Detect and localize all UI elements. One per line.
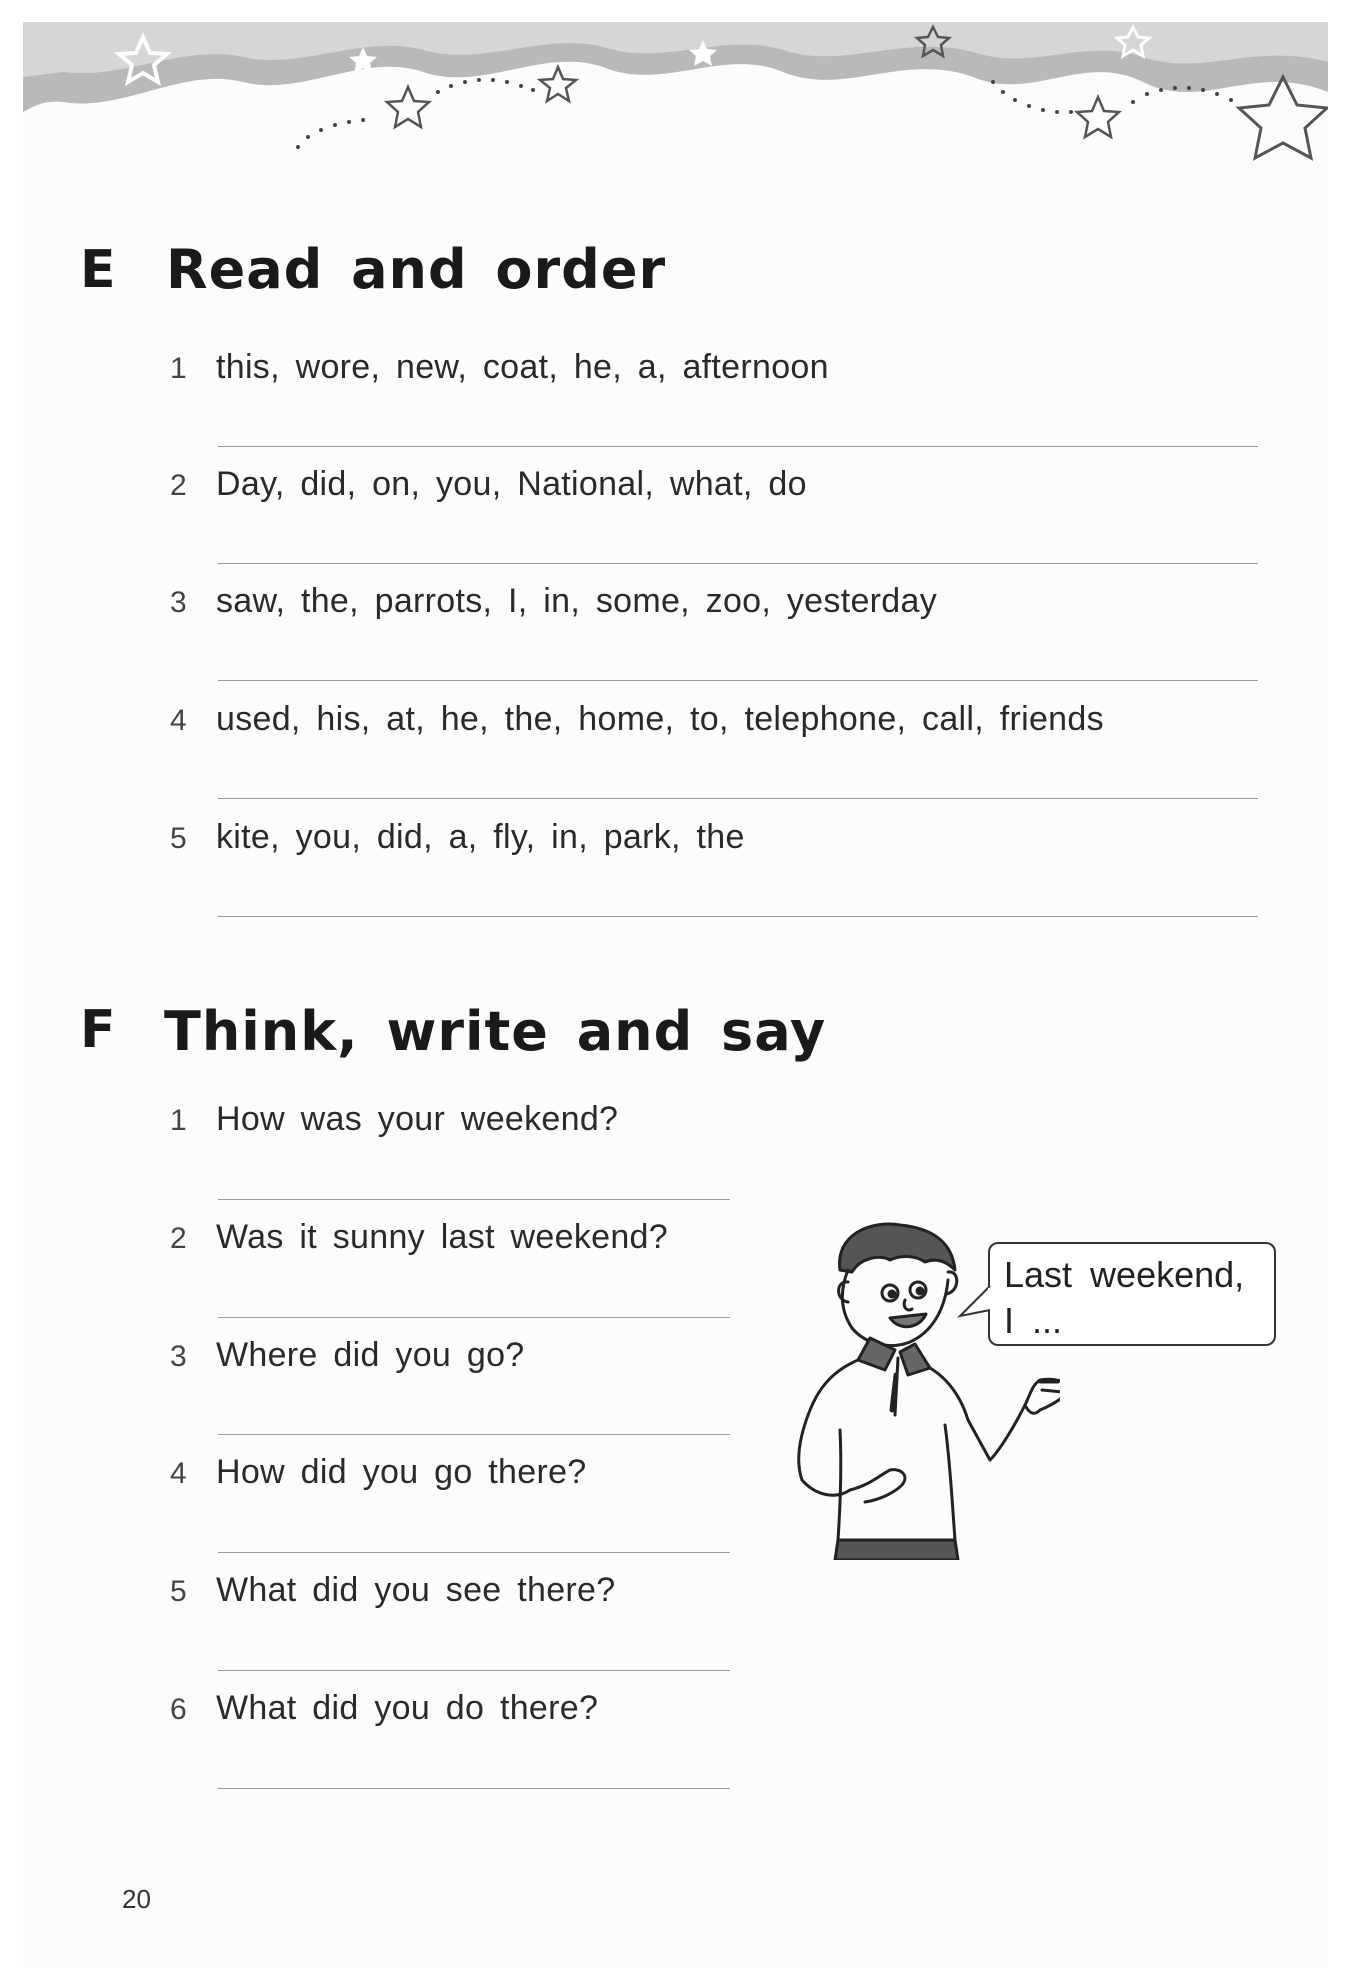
answer-line[interactable] [218,798,1258,799]
item-number: 5 [170,1575,187,1608]
answer-line[interactable] [218,1317,730,1318]
speech-bubble [988,1242,1276,1346]
star-icon [1239,77,1327,158]
list-item [170,1100,618,1139]
section-e-title: Read and order [166,238,667,301]
item-number: 4 [170,704,187,737]
item-number: 5 [170,822,187,855]
star-banner [23,22,1328,182]
answer-line[interactable] [218,1788,730,1789]
answer-line[interactable] [218,1670,730,1671]
speech-bubble-tail [956,1280,996,1330]
list-item [170,1218,668,1257]
star-icon [387,87,429,127]
item-text: this, wore, new, coat, he, a, afternoon [216,348,829,386]
list-item [170,1571,615,1610]
star-icon [540,67,576,101]
answer-line[interactable] [218,446,1258,447]
answer-line[interactable] [218,680,1258,681]
item-text: How was your weekend? [216,1100,619,1138]
answer-line[interactable] [218,1552,730,1553]
speech-text-line-1: Last weekend, [1004,1254,1245,1295]
worksheet-page [23,22,1328,1967]
item-number: 1 [170,1104,187,1137]
list-item [170,700,1104,739]
item-number: 1 [170,352,187,385]
list-item [170,465,807,504]
star-icon [1077,97,1119,137]
answer-line[interactable] [218,563,1258,564]
item-text: Day, did, on, you, National, what, do [216,465,807,503]
list-item [170,1689,598,1728]
answer-line[interactable] [218,1199,730,1200]
speech-text-line-2: I ... [1004,1300,1063,1341]
item-number: 6 [170,1693,187,1726]
page-number: 20 [122,1884,151,1914]
section-e-letter: E [80,240,116,300]
section-f-title: Think, write and say [164,1000,827,1063]
item-text: Was it sunny last weekend? [216,1218,668,1256]
item-number: 2 [170,1222,187,1255]
list-item [170,582,937,621]
item-text: Where did you go? [216,1336,525,1374]
list-item [170,1453,587,1492]
item-number: 3 [170,586,187,619]
item-text: How did you go there? [216,1453,587,1491]
item-text: kite, you, did, a, fly, in, park, the [216,818,745,856]
item-text: What did you do there? [216,1689,599,1727]
item-number: 4 [170,1457,187,1490]
item-text: used, his, at, he, the, home, to, telephone, call, friends [216,700,1104,738]
item-number: 3 [170,1340,187,1373]
answer-line[interactable] [218,1434,730,1435]
item-number: 2 [170,469,187,502]
item-text: saw, the, parrots, I, in, some, zoo, yesterday [216,582,937,620]
list-item [170,1336,525,1375]
item-text: What did you see there? [216,1571,616,1609]
list-item [170,348,829,387]
section-f-letter: F [80,1000,116,1060]
answer-line[interactable] [218,916,1258,917]
list-item [170,818,745,857]
